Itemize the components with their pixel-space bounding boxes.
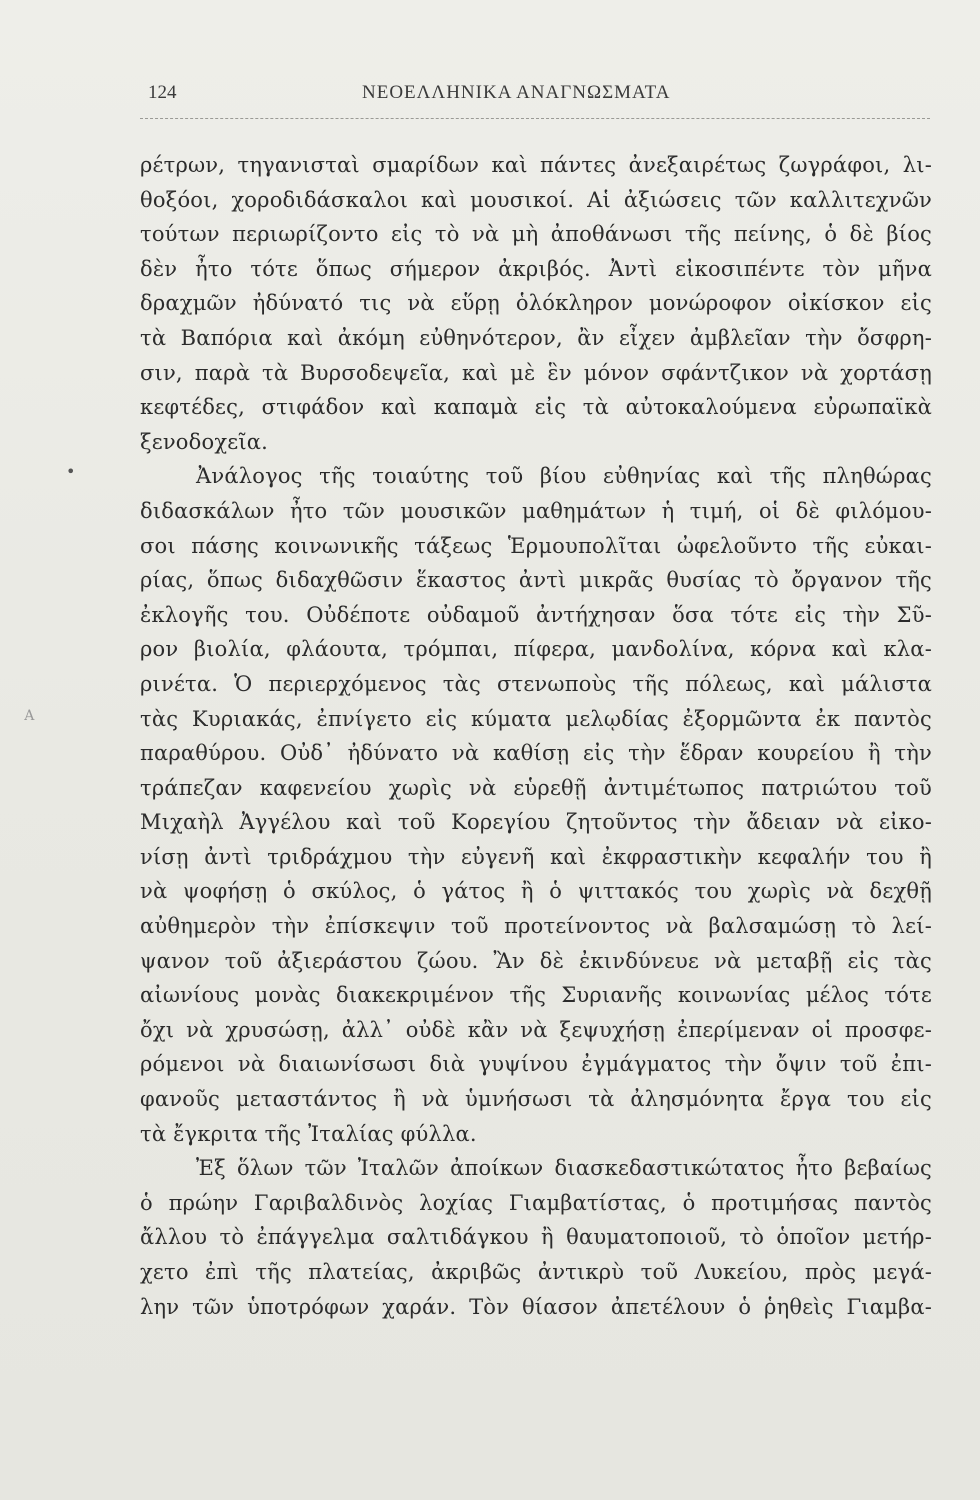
- text-line: διδασκάλων ἦτο τῶν μουσικῶν μαθημάτων ἡ τιμή, οἱ δὲ φιλόμου-: [140, 498, 932, 523]
- page-header: [140, 78, 930, 110]
- text-line: αἰωνίους μονὰς διακεκριμένον τῆς Συριανῆς κοινωνίας μέλος τότε: [140, 983, 932, 1008]
- text-line: ὄχι νὰ χρυσώσῃ, ἀλλ᾽ οὐδὲ κἂν νὰ ξεψυχήσῃ ἐπερίμεναν οἱ προσφε-: [140, 1017, 932, 1042]
- page-number: 124: [148, 82, 177, 103]
- text-line: ρινέτα. Ὁ περιερχόμενος τὰς στενωποὺς τῆς πόλεως, καὶ μάλιστα: [140, 671, 932, 696]
- text-line: παραθύρου. Οὐδ᾽ ἠδύνατο νὰ καθίσῃ εἰς τὴν ἕδραν κουρείου ἢ τὴν: [140, 741, 932, 766]
- text-line: Ἐξ ὅλων τῶν Ἰταλῶν ἀποίκων διασκεδαστικώτατος ἦτο βεβαίως: [196, 1156, 932, 1181]
- text-line: δραχμῶν ἠδύνατό τις νὰ εὕρῃ ὁλόκληρον μονώροφον οἰκίσκον εἰς: [140, 291, 932, 316]
- text-line: ἐκλογῆς του. Οὐδέποτε οὐδαμοῦ ἀντήχησαν ὅσα τότε εἰς τὴν Σῦ-: [140, 602, 932, 627]
- margin-mark: А: [24, 708, 35, 724]
- text-line: ρέτρων, τηγανισταὶ σμαρίδων καὶ πάντες ἀνεξαιρέτως ζωγράφοι, λι-: [140, 153, 932, 177]
- text-line: ξενοδοχεῖα.: [140, 429, 269, 454]
- text-line: σιν, παρὰ τὰ Βυρσοδεψεῖα, καὶ μὲ ἓν μόνον σφάντζικον νὰ χορτάσῃ: [140, 360, 932, 385]
- running-title: ΝΕΟΕΛΛΗΝΙΚΑ ΑΝΑΓΝΩΣΜΑΤΑ: [362, 82, 671, 103]
- text-line: νὰ ψοφήσῃ ὁ σκύλος, ὁ γάτος ἢ ὁ ψιττακός του χωρὶς νὰ δεχθῇ: [140, 879, 932, 904]
- text-line: ὁ πρώην Γαριβαλδινὸς λοχίας Γιαμβατίστας, ὁ προτιμήσας παντὸς: [140, 1190, 932, 1215]
- text-line: φανοῦς μεταστάντος ἢ νὰ ὑμνήσωσι τὰ ἀλησμόνητα ἔργα του εἰς: [140, 1087, 932, 1112]
- margin-bullet: •: [66, 462, 76, 481]
- text-line: τὰς Κυριακάς, ἐπνίγετο εἰς κύματα μελῳδίας ἐξορμῶντα ἐκ παντὸς: [140, 706, 932, 731]
- body-text: [140, 148, 932, 1324]
- text-line: αὐθημερὸν τὴν ἐπίσκεψιν τοῦ προτείνοντος νὰ βαλσαμώσῃ τὸ λεί-: [140, 914, 932, 939]
- text-line: λην τῶν ὑποτρόφων χαράν. Τὸν θίασον ἀπετέλουν ὁ ῥηθεὶς Γιαμβα-: [140, 1294, 932, 1319]
- text-line: χετο ἐπὶ τῆς πλατείας, ἀκριβῶς ἀντικρὺ τοῦ Λυκείου, πρὸς μεγά-: [140, 1260, 932, 1284]
- text-line: σοι πάσης κοινωνικῆς τάξεως Ἑρμουπολῖται ὠφελοῦντο τῆς εὐκαι-: [140, 533, 932, 558]
- text-line: ἄλλου τὸ ἐπάγγελμα σαλτιδάγκου ἢ θαυματοποιοῦ, τὸ ὁποῖον μετήρ-: [140, 1225, 932, 1250]
- text-line: τὰ ἔγκριτα τῆς Ἰταλίας φύλλα.: [140, 1121, 477, 1146]
- header-rule: [140, 118, 930, 119]
- text-line: ρίας, ὅπως διδαχθῶσιν ἕκαστος ἀντὶ μικρᾶς θυσίας τὸ ὄργανον τῆς: [140, 568, 932, 593]
- text-line: τούτων περιωρίζοντο εἰς τὸ νὰ μὴ ἀποθάνωσι τῆς πείνης, ὁ δὲ βίος: [140, 222, 932, 247]
- text-line: τὰ Βαπόρια καὶ ἀκόμη εὐθηνότερον, ἂν εἶχεν ἀμβλεῖαν τὴν ὄσφρη-: [140, 325, 932, 350]
- text-line: ρόμενοι νὰ διαιωνίσωσι διὰ γυψίνου ἐγμάγματος τὴν ὄψιν τοῦ ἐπι-: [140, 1052, 932, 1077]
- text-line: Μιχαὴλ Ἀγγέλου καὶ τοῦ Κορεγίου ζητοῦντος τὴν ἄδειαν νὰ εἰκο-: [140, 810, 932, 835]
- text-line: Ἀνάλογος τῆς τοιαύτης τοῦ βίου εὐθηνίας καὶ τῆς πληθώρας: [196, 464, 932, 489]
- text-line: ρον βιολία, φλάουτα, τρόμπαι, πίφερα, μανδολίνα, κόρνα καὶ κλα-: [140, 637, 932, 662]
- text-line: τράπεζαν καφενείου χωρὶς νὰ εὑρεθῇ ἀντιμέτωπος πατριώτου τοῦ: [140, 775, 932, 800]
- text-line: ψανον τοῦ ἀξιεράστου ζώου. Ἂν δὲ ἐκινδύνευε νὰ μεταβῇ εἰς τὰς: [140, 948, 932, 973]
- text-line: κεφτέδες, στιφάδον καὶ καπαμὰ εἰς τὰ αὐτοκαλούμενα εὐρωπαϊκὰ: [140, 395, 932, 420]
- text-line: θοξόοι, χοροδιδάσκαλοι καὶ μουσικοί. Αἱ ἀξιώσεις τῶν καλλιτεχνῶν: [140, 187, 932, 212]
- text-line: νίσῃ ἀντὶ τριδράχμου τὴν εὐγενῆ καὶ ἐκφραστικὴν κεφαλήν του ἢ: [140, 844, 932, 869]
- text-line: δὲν ἦτο τότε ὅπως σήμερον ἀκριβός. Ἀντὶ εἰκοσιπέντε τὸν μῆνα: [140, 256, 932, 281]
